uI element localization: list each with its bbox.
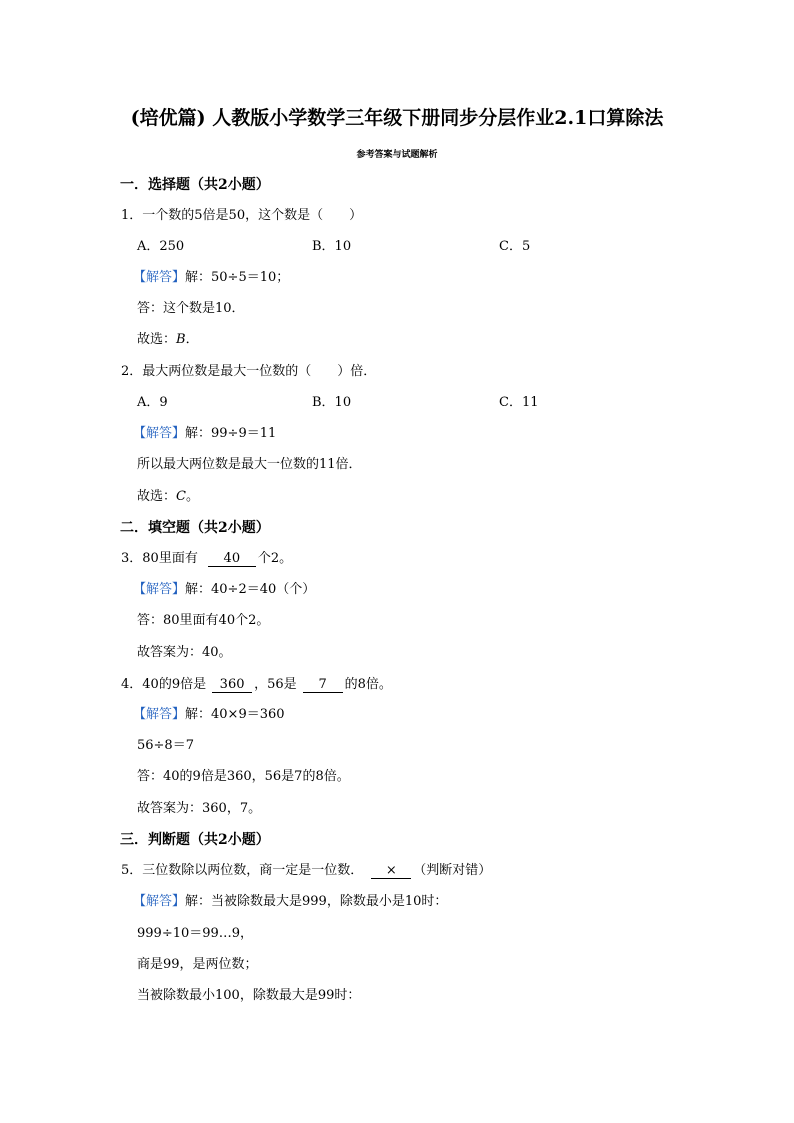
question-1-answer-line: 解：50÷5＝10； xyxy=(185,270,290,285)
stem-part: 4．40的9倍是 xyxy=(121,677,207,692)
question-2-option-b: B．10 xyxy=(312,395,352,410)
question-5-answer xyxy=(133,894,447,910)
page-subtitle: 参考答案与试题解析 xyxy=(356,150,438,160)
question-4-line: 答：40的9倍是360，56是7的8倍。 xyxy=(137,769,350,784)
choice-suffix: 。 xyxy=(185,489,199,504)
question-1-choice xyxy=(137,332,199,348)
choice-suffix: ． xyxy=(185,332,199,347)
question-3-line: 答：80里面有40个2。 xyxy=(137,613,270,628)
answer-blank: 40 xyxy=(208,552,256,567)
question-4-answer xyxy=(133,707,285,723)
answer-blank: 360 xyxy=(212,678,252,693)
question-5-line: 999÷10＝99…9， xyxy=(137,926,254,941)
question-3-line: 故答案为：40。 xyxy=(137,645,232,660)
question-5-line: 商是99，是两位数； xyxy=(137,957,258,972)
stem-part: （判断对错） xyxy=(413,863,492,878)
question-1-answer xyxy=(133,270,289,286)
stem-part: ，56是 xyxy=(254,677,297,692)
choice-value: C xyxy=(176,489,186,504)
question-5-line: 当被除数最小100，除数最大是99时： xyxy=(137,988,361,1003)
section-heading-choice: 一．选择题（共2小题） xyxy=(120,177,270,193)
answer-tag: 【解答】 xyxy=(133,270,186,285)
choice-value: B xyxy=(176,332,186,347)
question-5-answer-line: 解：当被除数最大是999，除数最小是10时： xyxy=(185,894,448,909)
answer-tag: 【解答】 xyxy=(133,426,186,441)
question-3-stem xyxy=(121,551,292,567)
answer-blank: × xyxy=(371,864,411,879)
page-title: (培优篇) 人教版小学数学三年级下册同步分层作业2.1口算除法 xyxy=(130,107,664,129)
answer-tag: 【解答】 xyxy=(133,707,186,722)
choice-prefix: 故选： xyxy=(137,489,177,504)
answer-blank: 7 xyxy=(303,678,343,693)
question-2-answer-line: 解：99÷9＝11 xyxy=(185,426,277,441)
question-3-answer-line: 解：40÷2＝40（个） xyxy=(185,582,316,597)
question-2-stem: 2．最大两位数是最大一位数的（ ）倍． xyxy=(121,364,377,379)
question-4-stem xyxy=(121,677,392,693)
answer-tag: 【解答】 xyxy=(133,894,186,909)
question-1-option-a: A．250 xyxy=(137,239,185,254)
question-2-answer xyxy=(133,426,276,442)
answer-tag: 【解答】 xyxy=(133,582,186,597)
question-1-stem: 1．一个数的5倍是50，这个数是（ ） xyxy=(121,208,363,223)
question-1-line: 答：这个数是10． xyxy=(137,301,245,316)
question-4-line: 56÷8＝7 xyxy=(137,738,194,753)
question-2-choice xyxy=(137,489,199,505)
question-1-option-b: B．10 xyxy=(312,239,352,254)
question-1-option-c: C．5 xyxy=(499,239,531,254)
stem-part: 的8倍。 xyxy=(344,677,392,692)
question-4-line: 故答案为：360，7。 xyxy=(137,801,262,816)
choice-prefix: 故选： xyxy=(137,332,177,347)
question-5-stem xyxy=(121,863,491,879)
stem-part: 个2。 xyxy=(257,551,293,566)
question-3-answer xyxy=(133,582,315,598)
stem-part: 5．三位数除以两位数，商一定是一位数． xyxy=(121,863,364,878)
question-2-line: 所以最大两位数是最大一位数的11倍． xyxy=(137,457,362,472)
question-4-answer-line: 解：40×9＝360 xyxy=(185,707,285,722)
question-2-option-a: A．9 xyxy=(137,395,168,410)
stem-part: 3．80里面有 xyxy=(121,551,198,566)
question-2-option-c: C．11 xyxy=(499,395,539,410)
section-heading-judge: 三．判断题（共2小题） xyxy=(120,832,270,848)
section-heading-fill: 二．填空题（共2小题） xyxy=(120,520,270,536)
